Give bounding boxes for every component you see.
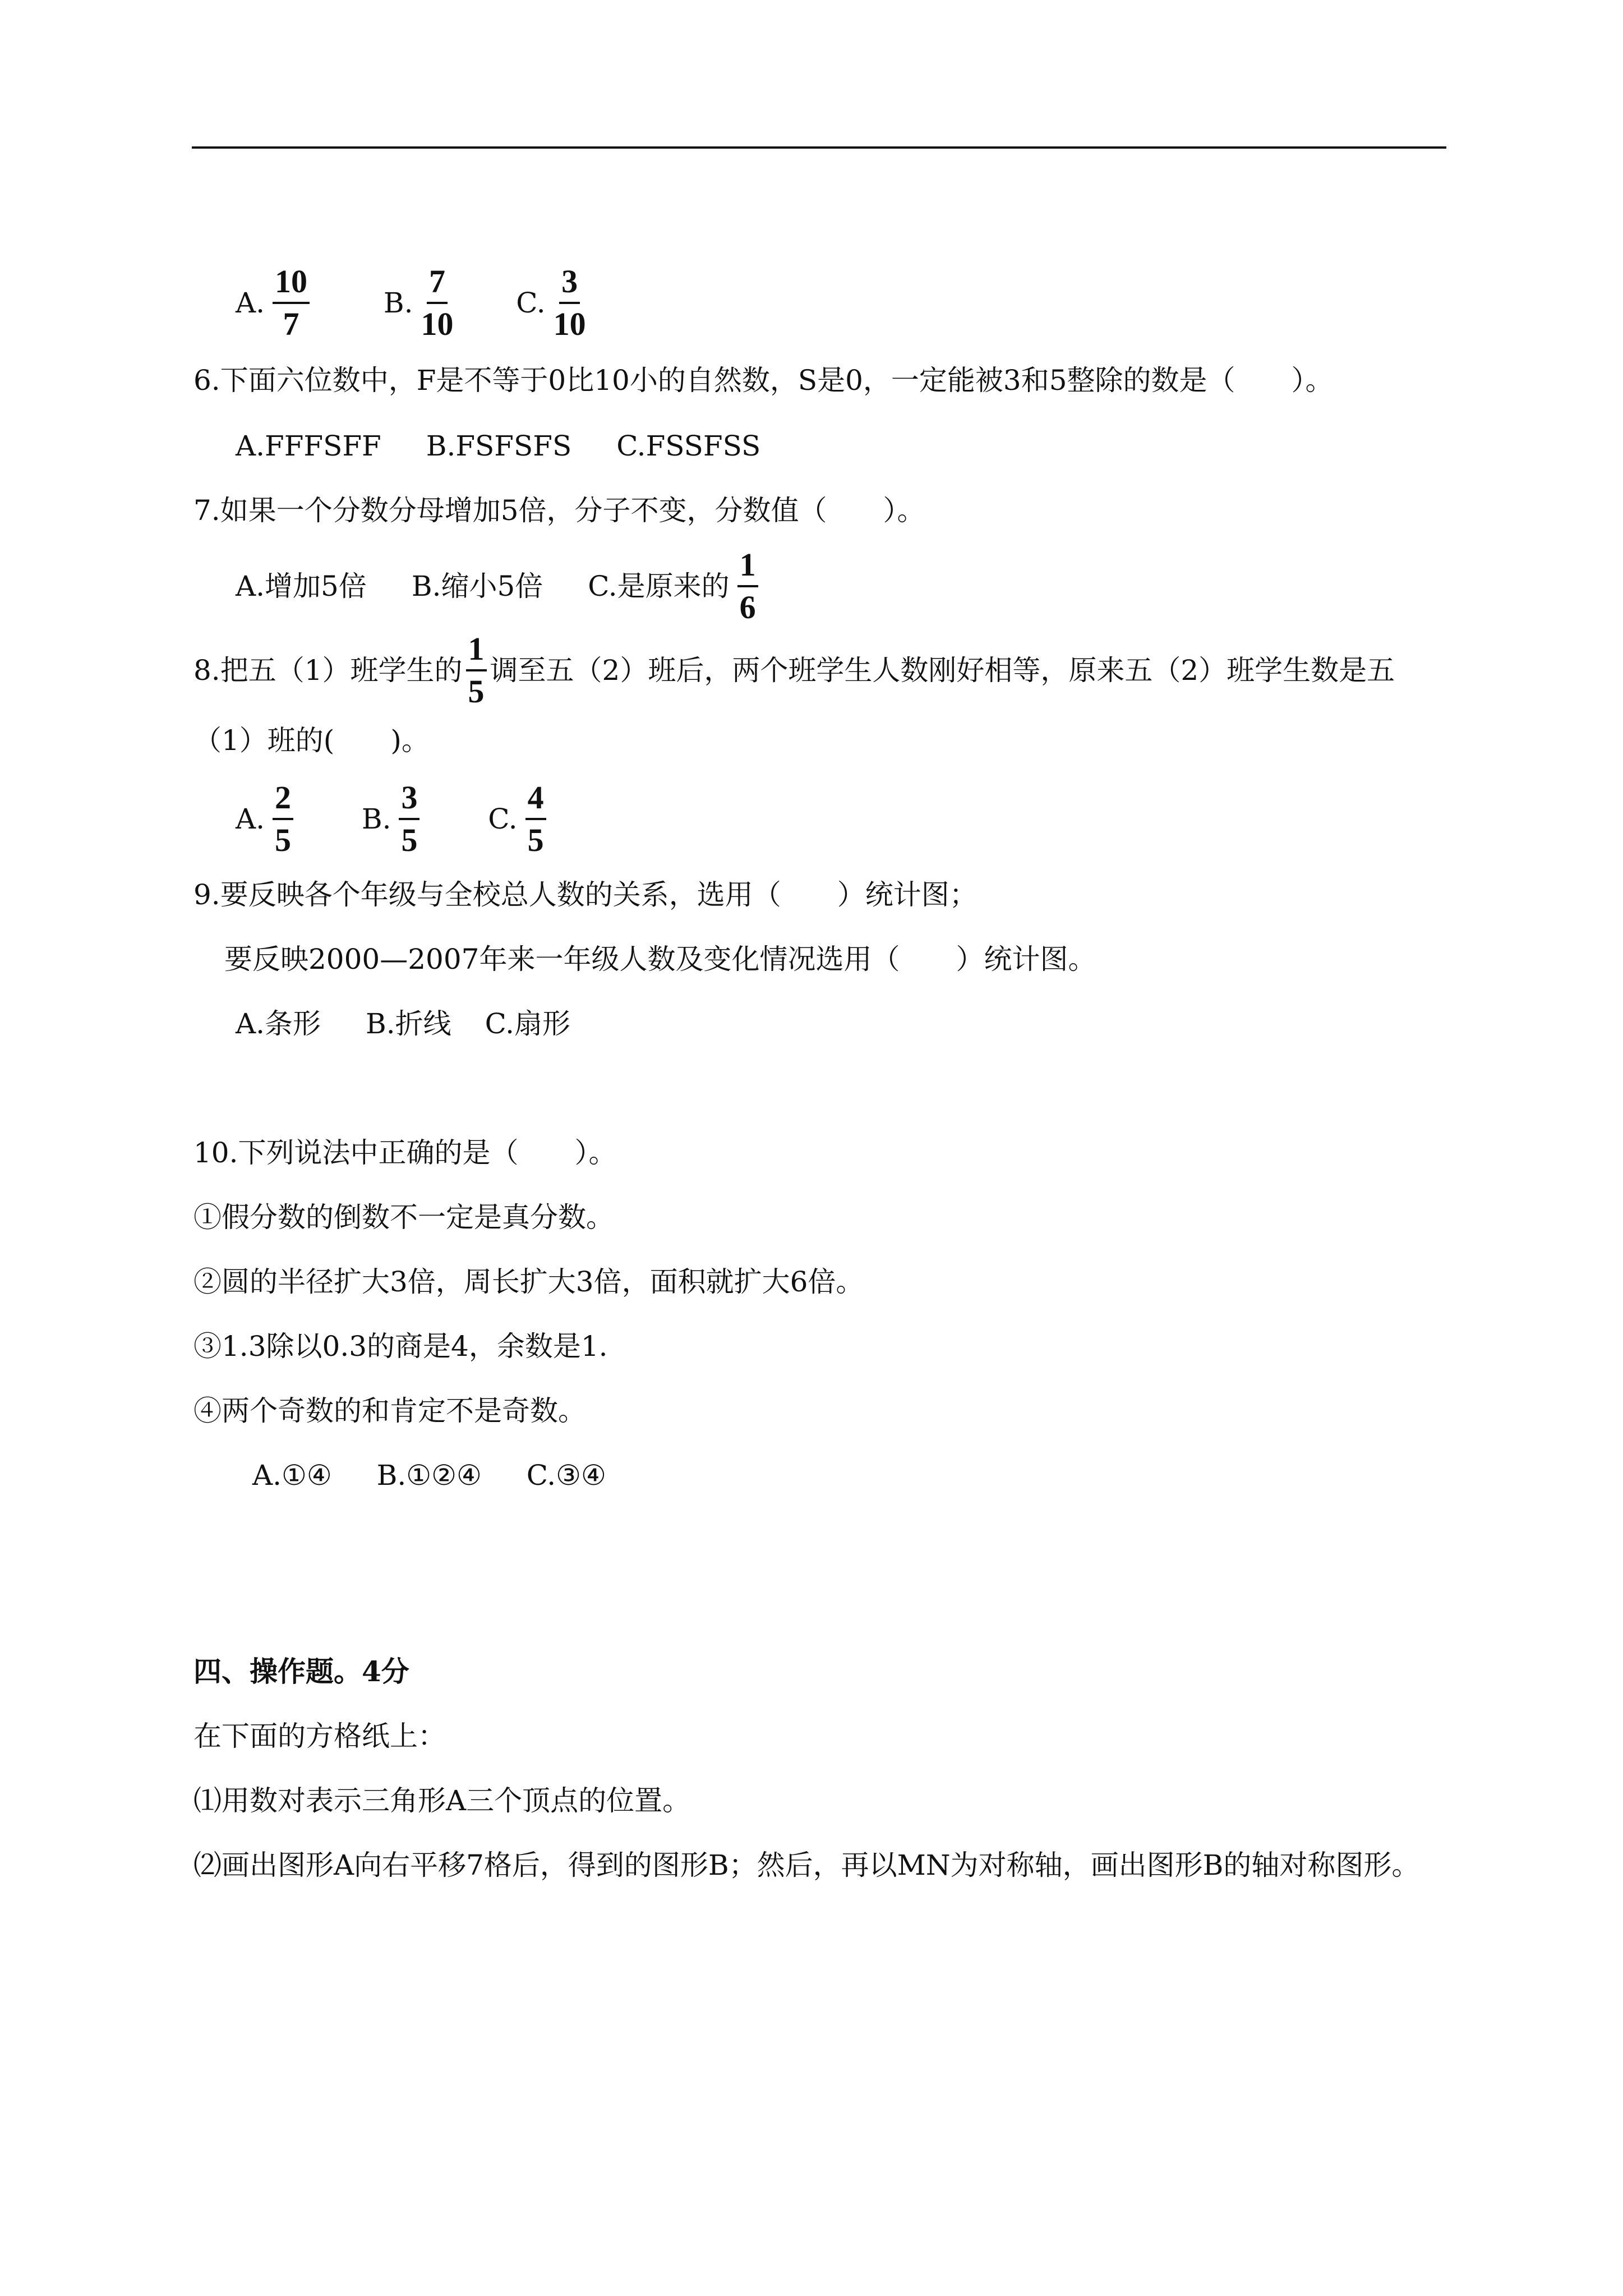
q5-option-c-fraction: [554, 264, 586, 342]
q10-statement-2: ②圆的半径扩大3倍，周长扩大3倍，面积就扩大6倍。: [193, 1266, 864, 1298]
section4-item-2: ⑵画出图形A向右平移7格后，得到的图形B；然后，再以MN为对称轴，画出图形B的轴对称图形。: [193, 1849, 1420, 1881]
q5-option-b-numerator: 7: [427, 264, 448, 304]
q9-stem-line2: 要反映2000—2007年来一年级人数及变化情况选用（ ）统计图。: [224, 943, 1096, 976]
q8-stem-after: 调至五（2）班后，两个班学生人数刚好相等，原来五（2）班学生数是五: [490, 654, 1395, 687]
q9-option-c: C.扇形: [485, 1007, 571, 1040]
q10-options: [252, 1458, 606, 1492]
q9-stem: 9.要反映各个年级与全校总人数的关系，选用（ ）统计图；: [193, 878, 978, 911]
q6-options: [236, 429, 760, 463]
q8-stem-fraction: [466, 631, 487, 710]
q8-option-b-fraction: [399, 780, 419, 858]
q7-option-b: B.缩小5倍: [411, 570, 543, 602]
q5-option-a-fraction: [273, 264, 310, 342]
q6-option-b: B.FSFSFS: [426, 430, 572, 462]
q5-option-c-label: C.: [516, 287, 546, 319]
q8-option-b-numerator: 3: [399, 780, 419, 820]
q7-option-c-fraction: [737, 547, 758, 625]
q5-option-c-denominator: 10: [553, 306, 586, 342]
q10-statement-4: ④两个奇数的和肯定不是奇数。: [193, 1395, 586, 1427]
q8-option-b-denominator: 5: [401, 822, 418, 858]
q5-option-a-denominator: 7: [283, 306, 299, 342]
q8-option-c-numerator: 4: [525, 780, 546, 820]
q8-option-c-fraction: [525, 780, 546, 858]
q10-option-b: B.①②④: [376, 1459, 482, 1492]
q5-option-b-fraction: [421, 264, 453, 342]
q7-options: [236, 547, 758, 625]
q7-stem: 7.如果一个分数分母增加5倍，分子不变，分数值（ ）。: [193, 494, 925, 527]
section4-intro: 在下面的方格纸上：: [193, 1720, 446, 1752]
q8-stem-numerator: 1: [466, 631, 487, 671]
q8-stem-denominator: 5: [468, 673, 485, 710]
q10-statement-1: ①假分数的倒数不一定是真分数。: [193, 1201, 614, 1234]
q7-option-c-text: C.是原来的: [588, 570, 730, 602]
q8-options: [236, 780, 546, 858]
header-rule: [192, 146, 1446, 149]
q8-stem-before: 8.把五（1）班学生的: [193, 654, 463, 687]
q5-option-c-numerator: 3: [559, 264, 580, 304]
q8-stem-line2: （1）班的( )。: [193, 724, 430, 757]
q6-option-a: A.FFFSFF: [236, 430, 381, 462]
q5-option-a-numerator: 10: [273, 264, 310, 304]
q8-option-a-denominator: 5: [275, 822, 292, 858]
q8-option-b-label: B.: [361, 803, 391, 835]
q5-option-b-label: B.: [383, 287, 413, 319]
q8-option-c-label: C.: [488, 803, 518, 835]
q7-option-c-numerator: 1: [737, 547, 758, 587]
q10-statement-3: ③1.3除以0.3的商是4，余数是1.: [193, 1330, 608, 1363]
q7-option-a: A.增加5倍: [236, 570, 367, 602]
q8-option-a-label: A.: [236, 803, 265, 835]
q8-option-a-numerator: 2: [273, 780, 293, 820]
q10-option-a: A.①④: [252, 1459, 332, 1492]
q10-option-c: C.③④: [526, 1459, 606, 1492]
section4-item-1: ⑴用数对表示三角形A三个顶点的位置。: [193, 1784, 691, 1817]
q7-option-c-denominator: 6: [739, 589, 756, 625]
q6-stem: 6.下面六位数中，F是不等于0比10小的自然数，S是0，一定能被3和5整除的数是（ ）。: [193, 364, 1334, 397]
q9-options: [236, 1007, 570, 1041]
q8-option-c-denominator: 5: [527, 822, 544, 858]
q5-option-a-label: A.: [236, 287, 265, 319]
q9-option-a: A.条形: [236, 1007, 321, 1040]
section4-title: 四、操作题。4分: [193, 1655, 409, 1688]
q5-options: [236, 264, 586, 342]
q8-option-a-fraction: [273, 780, 293, 858]
q9-option-b: B.折线: [366, 1007, 451, 1040]
q8-stem: [193, 631, 1395, 710]
q6-option-c: C.FSSFSS: [616, 430, 761, 462]
q10-stem: 10.下列说法中正确的是（ ）。: [193, 1137, 617, 1169]
q5-option-b-denominator: 10: [421, 306, 454, 342]
